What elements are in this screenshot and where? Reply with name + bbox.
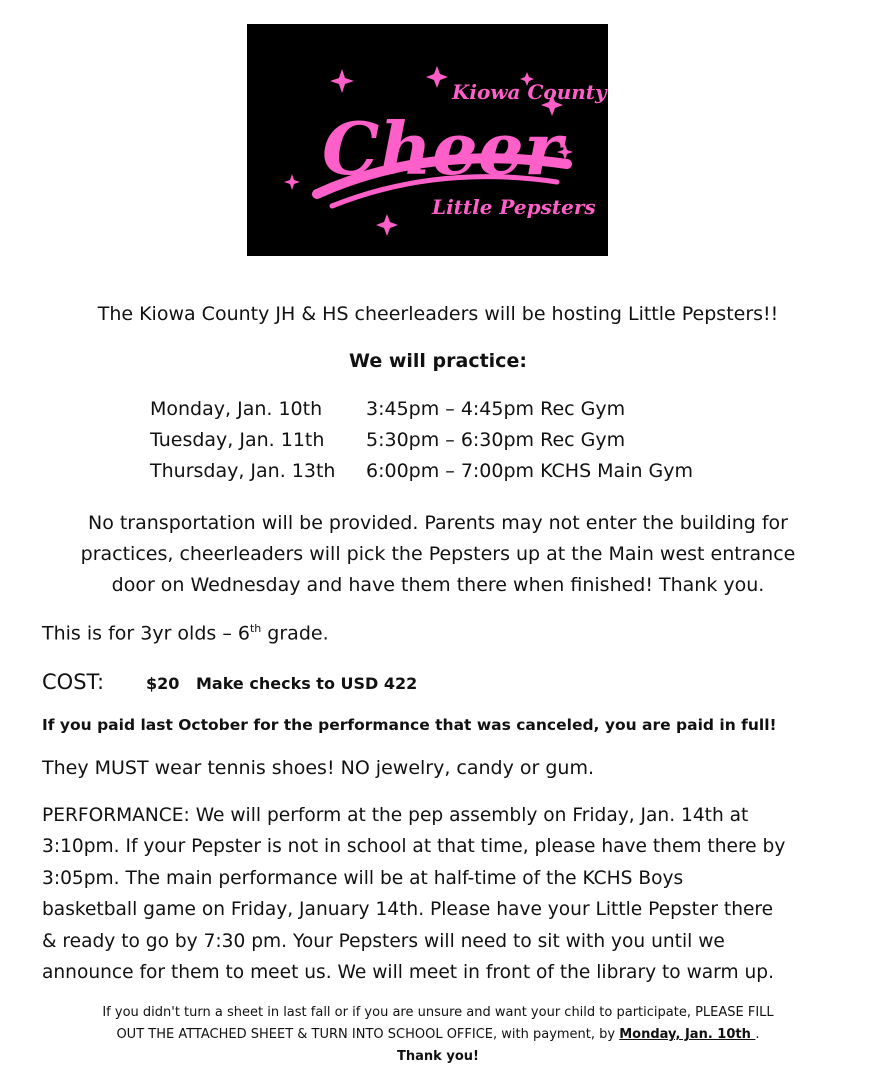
paid-note: If you paid last October for the performance that was canceled, you are paid in full! (42, 716, 777, 734)
performance-line: announce for them to meet us. We will meet in front of the library to warm up. (42, 962, 775, 984)
footer-text: OUT THE ATTACHED SHEET & TURN INTO SCHOOL OFFICE, with payment, by (116, 1027, 620, 1042)
logo-bottom-text: Little Pepsters (432, 195, 596, 219)
footer-line: If you didn't turn a sheet in last fall or if you are unsure and want your child to participate, PLEASE FILL (102, 1005, 774, 1020)
schedule-time: 6:00pm – 7:00pm KCHS Main Gym (366, 460, 694, 482)
schedule-day: Thursday, Jan. 13th (150, 460, 336, 482)
ages-main: This is for 3yr olds – 6 (42, 622, 250, 645)
cost-label: COST: (42, 670, 105, 694)
schedule-time: 5:30pm – 6:30pm Rec Gym (366, 429, 626, 451)
cheer-logo (247, 24, 608, 256)
performance-line: & ready to go by 7:30 pm. Your Pepsters will need to sit with you until we (42, 930, 725, 952)
performance-line: 3:05pm. The main performance will be at half-time of the KCHS Boys (42, 867, 684, 889)
ages-sup: th (249, 622, 262, 635)
transport-line: No transportation will be provided. Parents may not enter the building for (87, 512, 788, 534)
performance-line: basketball game on Friday, January 14th. Please have your Little Pepster there (42, 899, 774, 921)
performance-line: PERFORMANCE: We will perform at the pep assembly on Friday, Jan. 14th at (42, 805, 749, 826)
ages-text (42, 622, 329, 644)
cost-amount: $20 (146, 674, 180, 693)
footer-text: . (755, 1027, 760, 1042)
practice-heading: We will practice: (349, 350, 527, 372)
footer-deadline: Monday, Jan. 10th (619, 1027, 756, 1042)
cost-note: Make checks to USD 422 (196, 674, 418, 693)
ages-suffix: grade. (261, 622, 329, 645)
schedule-time: 3:45pm – 4:45pm Rec Gym (366, 398, 626, 420)
performance-line: 3:10pm. If your Pepster is not in school at that time, please have them there by (42, 836, 786, 858)
logo-graphic (247, 24, 608, 256)
footer-note (0, 1002, 876, 1068)
shoes-note: They MUST wear tennis shoes! NO jewelry, candy or gum. (42, 757, 595, 779)
logo-top-text: Kiowa County (452, 80, 607, 104)
transport-line: practices, cheerleaders will pick the Pepsters up at the Main west entrance (80, 543, 796, 565)
transport-line: door on Wednesday and have them there when finished! Thank you. (111, 574, 765, 596)
transport-paragraph (0, 508, 876, 601)
footer-thanks: Thank you! (397, 1049, 479, 1064)
performance-paragraph (42, 800, 842, 988)
schedule-day: Monday, Jan. 10th (150, 398, 323, 420)
intro-text: The Kiowa County JH & HS cheerleaders will be hosting Little Pepsters!! (97, 303, 779, 325)
logo-main-text: Cheer (322, 106, 562, 191)
footer-line (0, 1024, 876, 1046)
schedule-day: Tuesday, Jan. 11th (150, 429, 325, 451)
